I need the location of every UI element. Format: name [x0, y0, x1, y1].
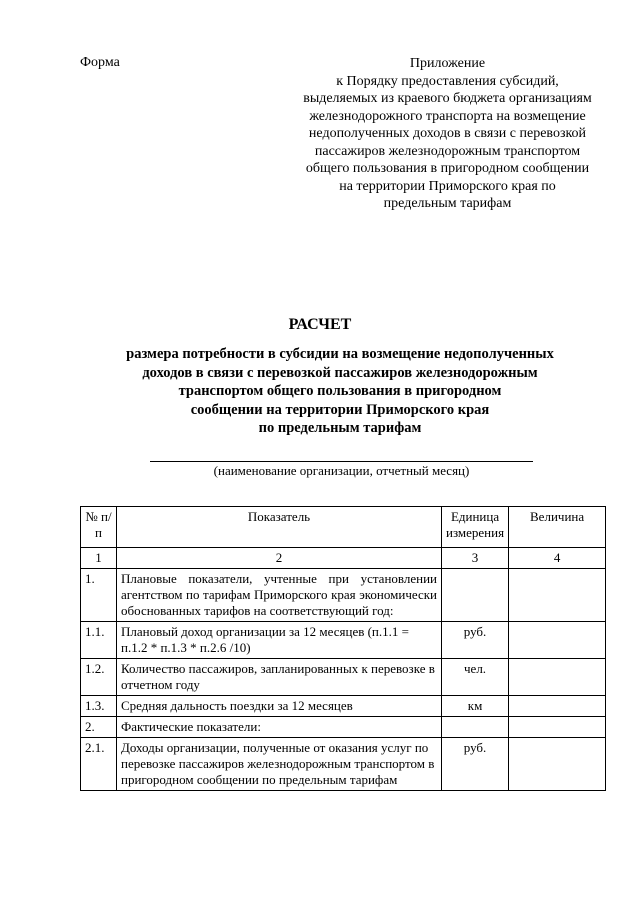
- subtitle-line: размера потребности в субсидии на возмещение недополученных: [126, 346, 554, 362]
- subtitle-line: доходов в связи с перевозкой пассажиров железнодорожным: [142, 364, 538, 381]
- row-num: 1.1.: [81, 622, 117, 659]
- row-unit: чел.: [442, 659, 509, 696]
- row-unit: [442, 569, 509, 622]
- calculation-table: [80, 506, 606, 791]
- row-value-cell[interactable]: [509, 738, 606, 791]
- row-indicator: Плановые показатели, учтенные при установлении агентством по тарифам Приморского края экономически обоснованных тарифов на соответствующий год:: [117, 569, 442, 622]
- organization-caption: (наименование организации, отчетный месяц): [213, 463, 470, 478]
- appendix-line: предельным тарифам: [383, 196, 512, 211]
- table-row: [81, 622, 606, 659]
- row-num: 2.1.: [81, 738, 117, 791]
- row-value-cell[interactable]: [509, 696, 606, 717]
- subtitle-line: сообщении на территории Приморского края: [190, 401, 490, 418]
- row-unit: руб.: [442, 738, 509, 791]
- subtitle-line: транспортом общего пользования в пригородном: [178, 383, 502, 399]
- subtitle-line: по предельным тарифам: [258, 420, 422, 436]
- organization-name-field[interactable]: [150, 461, 533, 462]
- header-num: № п/п: [81, 507, 117, 548]
- header-unit: Единица измерения: [442, 507, 509, 548]
- column-number: 3: [442, 548, 509, 569]
- appendix-line: железнодорожного транспорта на возмещение: [309, 108, 586, 124]
- row-indicator: Доходы организации, полученные от оказания услуг по перевозке пассажиров железнодорожным транспортом в пригородном сообщении по предельным тарифам: [117, 738, 442, 791]
- header-indicator: Показатель: [117, 507, 442, 548]
- row-indicator: Средняя дальность поездки за 12 месяцев: [117, 696, 442, 717]
- row-indicator: Плановый доход организации за 12 месяцев (п.1.1 = п.1.2 * п.1.3 * п.2.6 /10): [117, 622, 442, 659]
- appendix-line: выделяемых из краевого бюджета организациям: [303, 91, 592, 106]
- row-indicator: Количество пассажиров, запланированных к перевозке в отчетном году: [117, 659, 442, 696]
- column-number-row: [81, 548, 606, 569]
- appendix-block: [280, 55, 615, 213]
- table-row: [81, 659, 606, 696]
- appendix-line: на территории Приморского края по: [339, 178, 556, 194]
- row-num: 1.3.: [81, 696, 117, 717]
- row-unit: руб.: [442, 622, 509, 659]
- appendix-line: недополученных доходов в связи с перевозкой: [308, 126, 587, 141]
- table-row: [81, 717, 606, 738]
- row-value-cell[interactable]: [509, 569, 606, 622]
- table-row: [81, 738, 606, 791]
- row-unit: км: [442, 696, 509, 717]
- document-title: РАСЧЕТ: [288, 316, 352, 333]
- column-number: 1: [81, 548, 117, 569]
- row-num: 1.2.: [81, 659, 117, 696]
- row-num: 2.: [81, 717, 117, 738]
- appendix-line: общего пользования в пригородном сообщении: [305, 161, 590, 176]
- table-row: [81, 569, 606, 622]
- table-row: [81, 696, 606, 717]
- table-header-row: [81, 507, 606, 548]
- column-number: 2: [117, 548, 442, 569]
- form-label: Форма: [80, 55, 120, 70]
- appendix-line: к Порядку предоставления субсидий,: [336, 73, 559, 89]
- row-value-cell[interactable]: [509, 622, 606, 659]
- column-number: 4: [509, 548, 606, 569]
- appendix-line: Приложение: [409, 56, 486, 71]
- row-indicator: Фактические показатели:: [117, 717, 442, 738]
- document-subtitle: [80, 345, 600, 438]
- header-value: Величина: [509, 507, 606, 548]
- row-value-cell[interactable]: [509, 717, 606, 738]
- row-unit: [442, 717, 509, 738]
- appendix-line: пассажиров железнодорожным транспортом: [314, 143, 581, 159]
- row-value-cell[interactable]: [509, 659, 606, 696]
- row-num: 1.: [81, 569, 117, 622]
